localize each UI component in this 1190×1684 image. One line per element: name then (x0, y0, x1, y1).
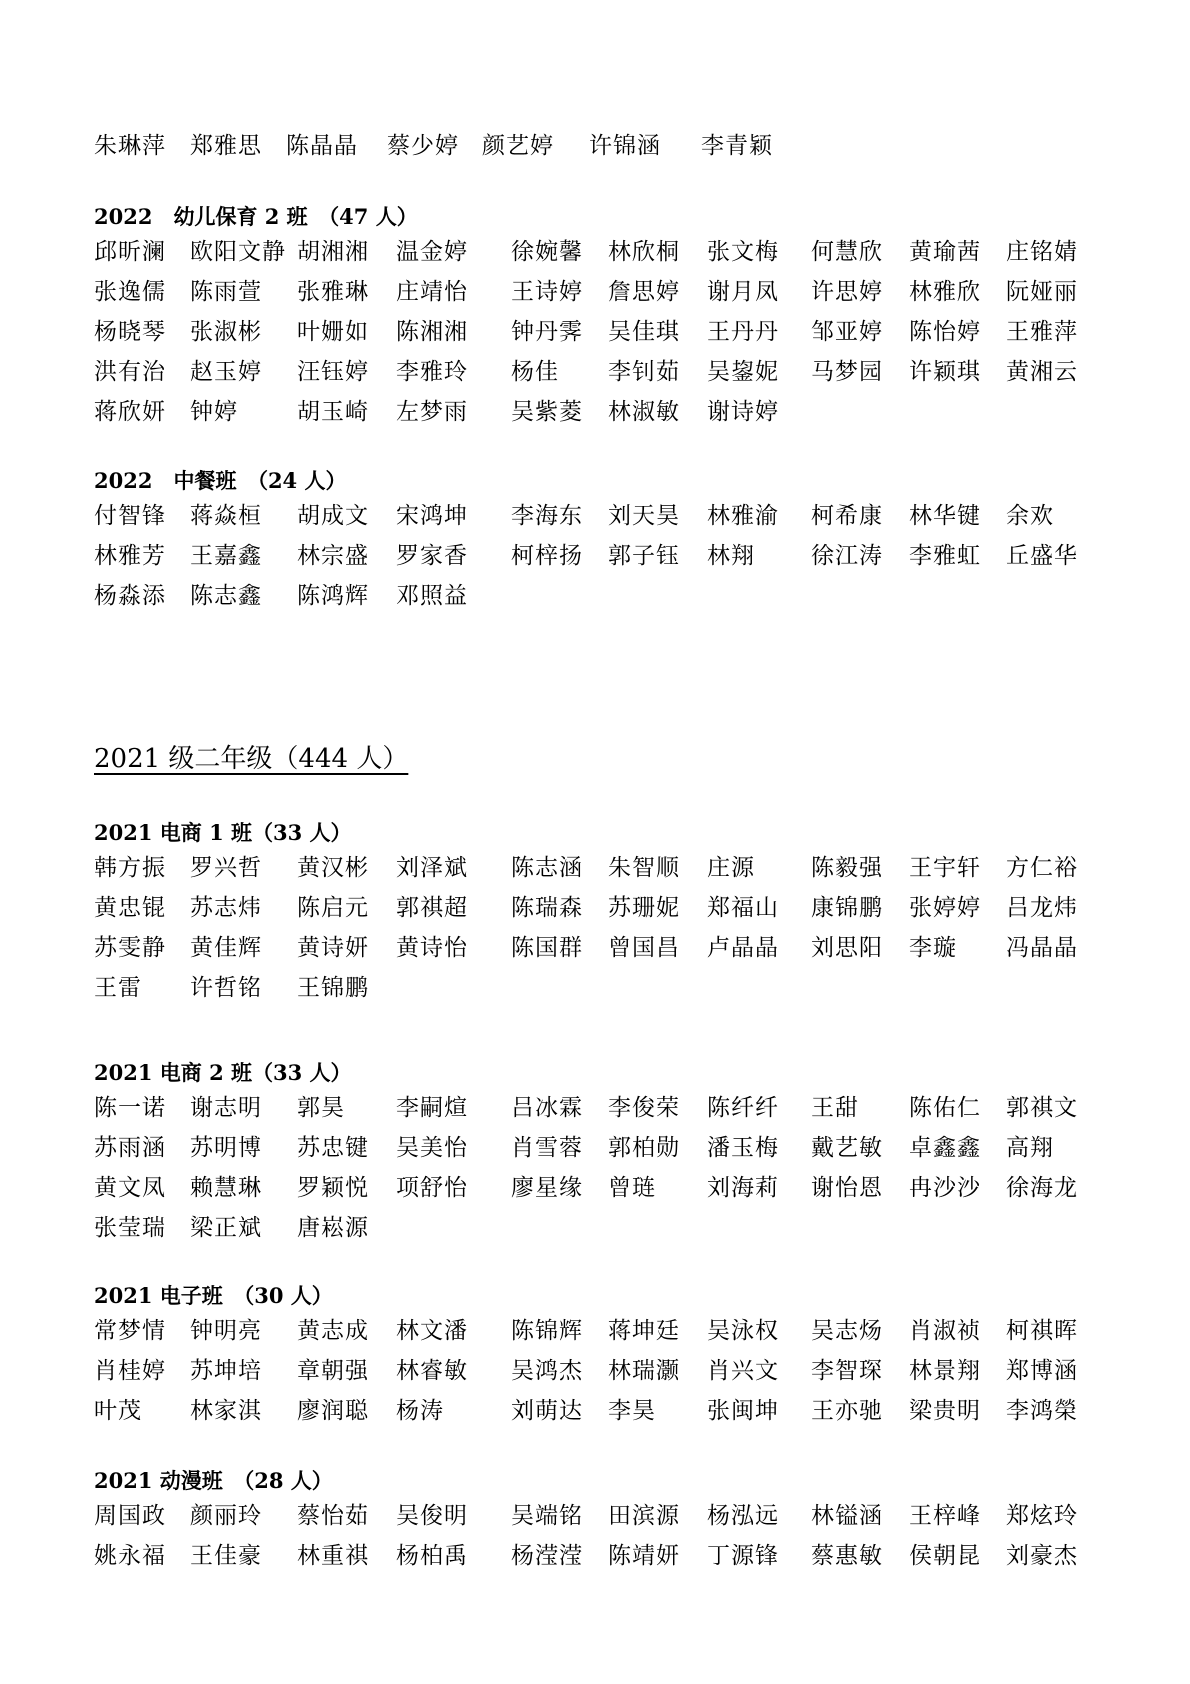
name-row (94, 848, 1104, 888)
student-name: 郑福山 (707, 895, 779, 921)
class-heading: 2021 电子班 （30 人） (94, 1283, 333, 1308)
student-name: 郭祺超 (396, 895, 468, 921)
student-name: 温金婷 (396, 239, 468, 265)
name-row (94, 576, 1104, 616)
student-name: 刘豪杰 (1006, 1543, 1078, 1569)
student-name: 杨佳 (511, 359, 559, 385)
student-name: 林宗盛 (297, 543, 369, 569)
student-name: 黄文凤 (94, 1175, 166, 1201)
student-name: 叶姗如 (297, 319, 369, 345)
student-name: 欧阳文静 (190, 239, 286, 265)
student-name: 陈一诺 (94, 1095, 166, 1121)
student-name: 黄汉彬 (297, 855, 369, 881)
student-name: 丁源锋 (707, 1543, 779, 1569)
student-name: 钟丹霁 (511, 319, 583, 345)
student-name: 李俊荣 (608, 1095, 680, 1121)
student-name: 李雅虹 (909, 543, 981, 569)
student-name: 曾琏 (608, 1175, 656, 1201)
student-name: 陈晶晶 (286, 133, 358, 159)
student-name: 苏坤培 (190, 1358, 262, 1384)
student-name: 刘思阳 (811, 935, 883, 961)
student-name: 颜丽玲 (190, 1503, 262, 1529)
student-name: 宋鸿坤 (396, 503, 468, 529)
student-name: 高翔 (1006, 1135, 1054, 1161)
student-name: 苏雯静 (94, 935, 166, 961)
class-section-ecommerce-2 (94, 1058, 1104, 1248)
student-name: 张逸儒 (94, 279, 166, 305)
student-name: 吴鸿杰 (511, 1358, 583, 1384)
student-name: 王雅萍 (1006, 319, 1078, 345)
student-name: 苏忠键 (297, 1135, 369, 1161)
student-name: 王宇轩 (909, 855, 981, 881)
student-name: 徐海龙 (1006, 1175, 1078, 1201)
student-name: 章朝强 (297, 1358, 369, 1384)
student-name: 周国政 (94, 1503, 166, 1529)
student-name: 田滨源 (608, 1503, 680, 1529)
student-name: 黄诗妍 (297, 935, 369, 961)
student-name: 韩方振 (94, 855, 166, 881)
student-name: 黄志成 (297, 1318, 369, 1344)
student-name: 陈锦辉 (511, 1318, 583, 1344)
name-row (94, 272, 1104, 312)
student-name: 阮娅丽 (1006, 279, 1078, 305)
name-row (94, 392, 1104, 432)
student-name: 李青颖 (701, 133, 773, 159)
student-name: 李璇 (909, 935, 957, 961)
student-name: 吴俊明 (396, 1503, 468, 1529)
student-name: 吴美怡 (396, 1135, 468, 1161)
student-name: 徐江涛 (811, 543, 883, 569)
student-name: 王甜 (811, 1095, 859, 1121)
class-heading: 2022 幼儿保育 2 班 （47 人） (94, 204, 418, 229)
student-name: 詹思婷 (608, 279, 680, 305)
student-name: 邱昕澜 (94, 239, 166, 265)
student-name: 林瑞灏 (608, 1358, 680, 1384)
student-name: 杨柏禹 (396, 1543, 468, 1569)
student-name: 肖兴文 (707, 1358, 779, 1384)
student-name: 许哲铭 (190, 975, 262, 1001)
student-name: 苏珊妮 (608, 895, 680, 921)
student-name: 冉沙沙 (909, 1175, 981, 1201)
student-name: 陈怡婷 (909, 319, 981, 345)
student-name: 蔡少婷 (387, 133, 459, 159)
student-name: 郭祺文 (1006, 1095, 1078, 1121)
student-name: 胡湘湘 (297, 239, 369, 265)
student-name: 庄铭婧 (1006, 239, 1078, 265)
student-name: 林雅芳 (94, 543, 166, 569)
student-name: 林景翔 (909, 1358, 981, 1384)
student-name: 林重祺 (297, 1543, 369, 1569)
name-row (94, 1536, 1104, 1576)
student-name: 赖慧琳 (190, 1175, 262, 1201)
student-name: 罗兴哲 (190, 855, 262, 881)
student-name: 陈启元 (297, 895, 369, 921)
student-name: 潘玉梅 (707, 1135, 779, 1161)
name-row (94, 1208, 1104, 1248)
student-name: 罗家香 (396, 543, 468, 569)
student-name: 付智锋 (94, 503, 166, 529)
name-row (94, 536, 1104, 576)
student-name: 黄忠锟 (94, 895, 166, 921)
student-name: 吴志炀 (811, 1318, 883, 1344)
student-name: 林雅欣 (909, 279, 981, 305)
student-name: 蒋欣妍 (94, 399, 166, 425)
student-name: 陈瑞森 (511, 895, 583, 921)
student-name: 柯梓扬 (511, 543, 583, 569)
student-name: 陈纤纤 (707, 1095, 779, 1121)
student-name: 张雅琳 (297, 279, 369, 305)
class-section-chinese-cuisine (94, 466, 1104, 616)
student-name: 杨淼添 (94, 583, 166, 609)
student-name: 苏志炜 (190, 895, 262, 921)
student-name: 肖雪蓉 (511, 1135, 583, 1161)
student-name: 梁贵明 (909, 1398, 981, 1424)
student-name: 郑博涵 (1006, 1358, 1078, 1384)
student-name: 庄源 (707, 855, 755, 881)
student-name: 陈靖妍 (608, 1543, 680, 1569)
student-name: 王梓峰 (909, 1503, 981, 1529)
name-row (94, 1128, 1104, 1168)
student-name: 王亦驰 (811, 1398, 883, 1424)
student-name: 陈志鑫 (190, 583, 262, 609)
student-name: 卓鑫鑫 (909, 1135, 981, 1161)
student-name: 叶茂 (94, 1398, 142, 1424)
student-name: 吴端铭 (511, 1503, 583, 1529)
student-name: 罗颖悦 (297, 1175, 369, 1201)
student-name: 王佳豪 (190, 1543, 262, 1569)
student-name: 谢志明 (190, 1095, 262, 1121)
student-name: 钟明亮 (190, 1318, 262, 1344)
class-heading: 2021 动漫班 （28 人） (94, 1468, 333, 1493)
class-heading: 2022 中餐班 （24 人） (94, 468, 347, 493)
student-name: 林文潘 (396, 1318, 468, 1344)
student-name: 郭子钰 (608, 543, 680, 569)
name-row (94, 1351, 1104, 1391)
student-name: 林睿敏 (396, 1358, 468, 1384)
student-name: 杨滢滢 (511, 1543, 583, 1569)
student-name: 左梦雨 (396, 399, 468, 425)
student-name: 张淑彬 (190, 319, 262, 345)
student-name: 朱智顺 (608, 855, 680, 881)
student-name: 陈鸿辉 (297, 583, 369, 609)
student-name: 廖星缘 (511, 1175, 583, 1201)
student-name: 肖桂婷 (94, 1358, 166, 1384)
student-name: 黄瑜茜 (909, 239, 981, 265)
student-name: 姚永福 (94, 1543, 166, 1569)
student-name: 朱琳萍 (94, 133, 166, 159)
name-row (94, 312, 1104, 352)
student-name: 何慧欣 (811, 239, 883, 265)
name-row (94, 1088, 1104, 1128)
student-name: 陈毅强 (811, 855, 883, 881)
student-name: 戴艺敏 (811, 1135, 883, 1161)
name-row (94, 1168, 1104, 1208)
student-name: 林家淇 (190, 1398, 262, 1424)
student-name: 汪钰婷 (297, 359, 369, 385)
student-name: 林雅渝 (707, 503, 779, 529)
name-row (94, 352, 1104, 392)
student-name: 刘海莉 (707, 1175, 779, 1201)
class-heading: 2021 电商 2 班（33 人） (94, 1060, 352, 1085)
student-name: 庄靖怡 (396, 279, 468, 305)
student-name: 吴佳琪 (608, 319, 680, 345)
student-name: 曾国昌 (608, 935, 680, 961)
student-name: 李昊 (608, 1398, 656, 1424)
name-row (94, 1391, 1104, 1431)
student-name: 林华键 (909, 503, 981, 529)
student-name: 颜艺婷 (482, 133, 554, 159)
student-name: 张莹瑞 (94, 1215, 166, 1241)
student-name: 王雷 (94, 975, 142, 1001)
student-name: 吴鋆妮 (707, 359, 779, 385)
student-name: 王锦鹏 (297, 975, 369, 1001)
student-name: 李嗣煊 (396, 1095, 468, 1121)
student-name: 蒋焱桓 (190, 503, 262, 529)
student-name: 侯朝昆 (909, 1543, 981, 1569)
student-name: 杨泓远 (707, 1503, 779, 1529)
student-name: 常梦情 (94, 1318, 166, 1344)
student-name: 陈佑仁 (909, 1095, 981, 1121)
grade-title: 2021 级二年级（444 人） (94, 744, 409, 774)
student-name: 张婷婷 (909, 895, 981, 921)
student-name: 陈雨萱 (190, 279, 262, 305)
name-row (94, 888, 1104, 928)
student-name: 郭柏勋 (608, 1135, 680, 1161)
student-name: 苏雨涵 (94, 1135, 166, 1161)
student-name: 林镒涵 (811, 1503, 883, 1529)
student-name: 肖淑祯 (909, 1318, 981, 1344)
student-name: 廖润聪 (297, 1398, 369, 1424)
student-name: 康锦鹏 (811, 895, 883, 921)
name-row (94, 496, 1104, 536)
name-row (94, 1311, 1104, 1351)
student-name: 郑炫玲 (1006, 1503, 1078, 1529)
student-name: 徐婉馨 (511, 239, 583, 265)
student-name: 许思婷 (811, 279, 883, 305)
student-name: 胡玉崎 (297, 399, 369, 425)
student-name: 邓照益 (396, 583, 468, 609)
student-name: 刘天昊 (608, 503, 680, 529)
class-section-animation (94, 1466, 1104, 1576)
student-name: 黄佳辉 (190, 935, 262, 961)
student-name: 苏明博 (190, 1135, 262, 1161)
name-row (94, 1496, 1104, 1536)
student-name: 项舒怡 (396, 1175, 468, 1201)
student-name: 陈湘湘 (396, 319, 468, 345)
student-name: 蒋坤廷 (608, 1318, 680, 1344)
student-name: 李雅玲 (396, 359, 468, 385)
student-name: 刘萌达 (511, 1398, 583, 1424)
name-row (94, 928, 1104, 968)
student-name: 李海东 (511, 503, 583, 529)
student-name: 杨晓琴 (94, 319, 166, 345)
student-name: 王诗婷 (511, 279, 583, 305)
student-name: 柯祺晖 (1006, 1318, 1078, 1344)
student-name: 王丹丹 (707, 319, 779, 345)
student-name: 胡成文 (297, 503, 369, 529)
student-name: 谢怡恩 (811, 1175, 883, 1201)
student-name: 李鸿榮 (1006, 1398, 1078, 1424)
student-name: 赵玉婷 (190, 359, 262, 385)
student-name: 林欣桐 (608, 239, 680, 265)
student-name: 唐崧源 (297, 1215, 369, 1241)
student-name: 邹亚婷 (811, 319, 883, 345)
student-name: 陈国群 (511, 935, 583, 961)
student-name: 马梦园 (811, 359, 883, 385)
student-name: 吴泳权 (707, 1318, 779, 1344)
student-name: 吕龙炜 (1006, 895, 1078, 921)
name-row (94, 232, 1104, 272)
student-name: 刘泽斌 (396, 855, 468, 881)
student-name: 许颖琪 (909, 359, 981, 385)
student-name: 郭昊 (297, 1095, 345, 1121)
student-name: 李钊茹 (608, 359, 680, 385)
student-name: 丘盛华 (1006, 543, 1078, 569)
student-name: 冯晶晶 (1006, 935, 1078, 961)
student-name: 洪有治 (94, 359, 166, 385)
student-name: 方仁裕 (1006, 855, 1078, 881)
student-name: 钟婷 (190, 399, 238, 425)
student-name: 李智琛 (811, 1358, 883, 1384)
student-name: 谢月凤 (707, 279, 779, 305)
student-name: 吴紫菱 (511, 399, 583, 425)
student-name: 梁正斌 (190, 1215, 262, 1241)
student-name: 张文梅 (707, 239, 779, 265)
student-name: 黄湘云 (1006, 359, 1078, 385)
student-name: 张闽坤 (707, 1398, 779, 1424)
class-section-ecommerce-1 (94, 818, 1104, 1008)
name-row (94, 968, 1104, 1008)
student-name: 蔡怡茹 (297, 1503, 369, 1529)
student-name: 柯希康 (811, 503, 883, 529)
student-name: 杨涛 (396, 1398, 444, 1424)
student-name: 蔡惠敏 (811, 1543, 883, 1569)
student-name: 许锦涵 (589, 133, 661, 159)
student-name: 陈志涵 (511, 855, 583, 881)
student-name: 郑雅思 (190, 133, 262, 159)
continued-name-list (94, 126, 1104, 166)
class-heading: 2021 电商 1 班（33 人） (94, 820, 352, 845)
student-name: 余欢 (1006, 503, 1054, 529)
student-name: 林淑敏 (608, 399, 680, 425)
student-name: 王嘉鑫 (190, 543, 262, 569)
name-row (94, 126, 1104, 166)
student-name: 林翔 (707, 543, 755, 569)
class-section-electronics (94, 1281, 1104, 1431)
student-name: 吕冰霖 (511, 1095, 583, 1121)
student-name: 谢诗婷 (707, 399, 779, 425)
student-name: 卢晶晶 (707, 935, 779, 961)
student-name: 黄诗怡 (396, 935, 468, 961)
class-section-childcare-2 (94, 202, 1104, 432)
